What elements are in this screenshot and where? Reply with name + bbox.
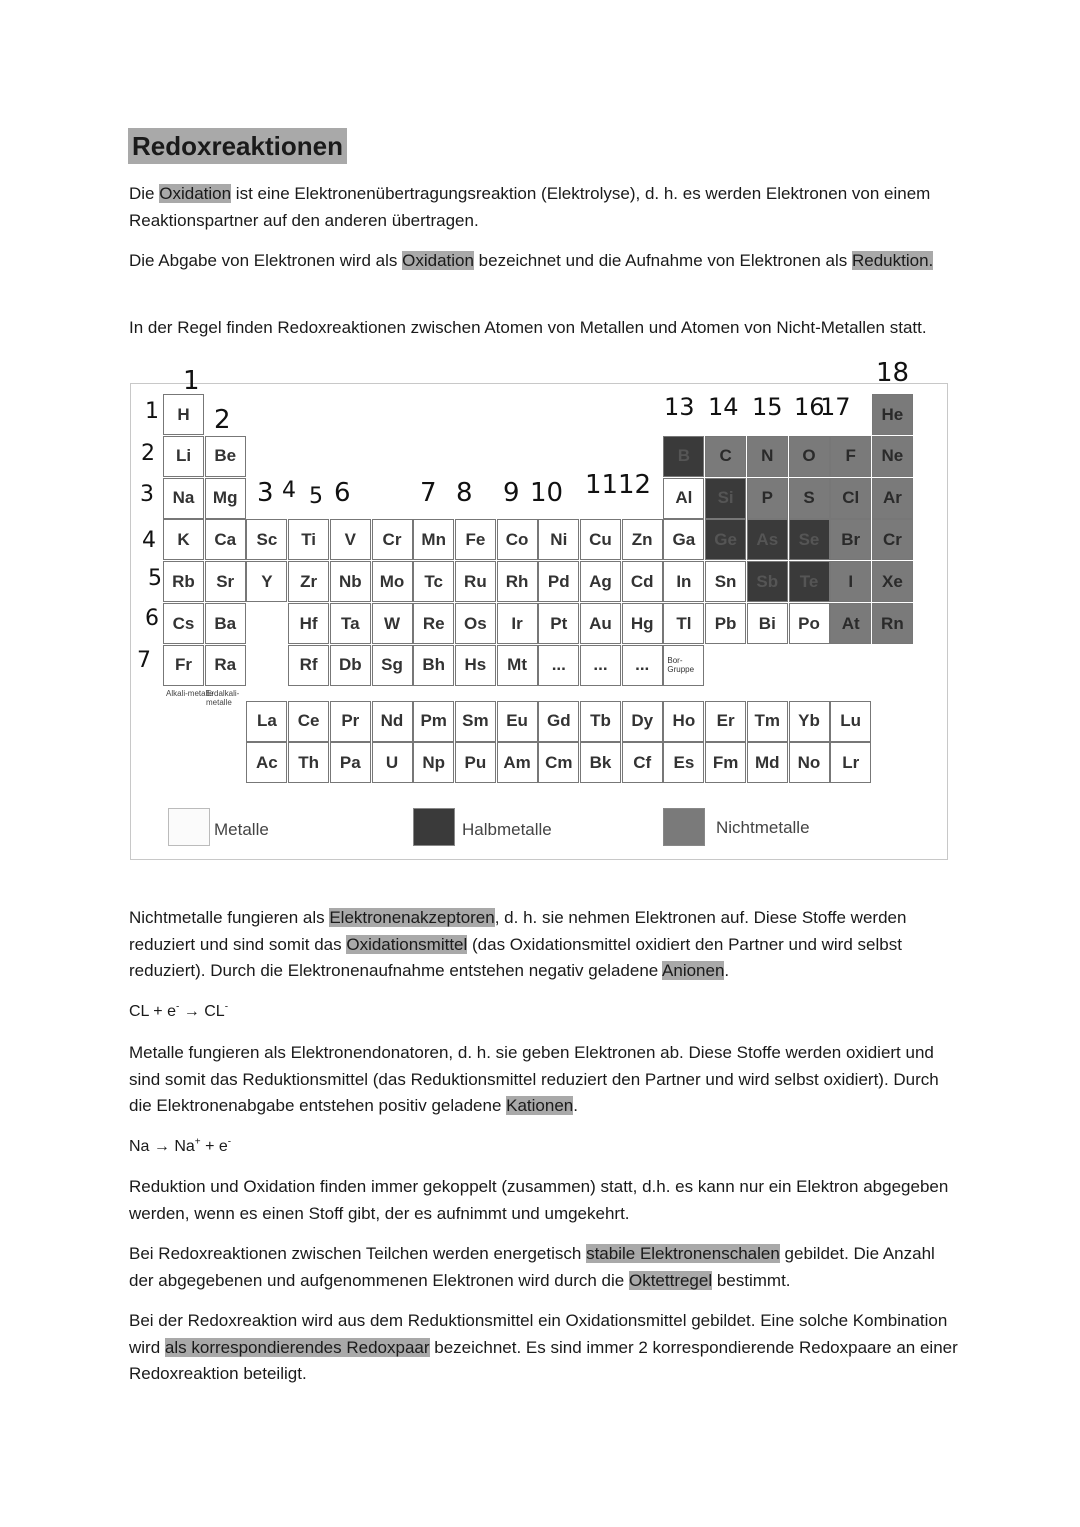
element-cell: Fr [163, 645, 204, 686]
paragraph-oxidation-definition [129, 181, 959, 234]
element-cell: Pu [455, 742, 496, 783]
element-cell: Li [163, 436, 204, 477]
element-cell: Cr [872, 519, 913, 560]
page-title: Redoxreaktionen [128, 128, 347, 164]
element-cell: K [163, 519, 204, 560]
element-cell: Xe [872, 561, 913, 602]
element-cell: Mn [413, 519, 454, 560]
element-cell: F [830, 436, 871, 477]
equation-chlorine [129, 999, 959, 1026]
element-cell: I [830, 561, 871, 602]
element-cell: Tb [580, 701, 621, 742]
text: ist eine Elektronenübertragungsreaktion (Elektrolyse), d. h. es werden Elektronen von einem Reaktionspartner auf den anderen übertragen. [129, 184, 931, 230]
paragraph-elektronenschalen [129, 1241, 959, 1294]
element-cell: Hs [455, 645, 496, 686]
element-cell: Sn [705, 561, 746, 602]
element-cell: Au [580, 603, 621, 644]
text: Nichtmetalle fungieren als [129, 908, 330, 927]
element-cell: Pa [330, 742, 371, 783]
handwritten-period-number: 4 [142, 528, 156, 553]
element-cell: Pr [330, 701, 371, 742]
element-cell: Mo [372, 561, 413, 602]
element-cell: ... [538, 645, 579, 686]
element-cell: Re [413, 603, 454, 644]
element-cell: H [163, 394, 204, 435]
element-cell: Fm [705, 742, 746, 783]
element-cell: Po [789, 603, 830, 644]
element-cell: B [663, 436, 704, 477]
text: , d. h. sie nehmen Elektronen auf. Diese Stoffe werden reduziert und sind somit das [129, 908, 907, 954]
element-cell: Db [330, 645, 371, 686]
element-cell: Er [705, 701, 746, 742]
handwritten-group-number: 2 [214, 405, 231, 435]
element-cell: Cm [538, 742, 579, 783]
highlight-oktettregel: Oktettregel [628, 1270, 713, 1290]
element-cell: Al [663, 478, 704, 519]
handwritten-group-number: 18 [876, 358, 910, 388]
superscript: - [224, 1001, 229, 1013]
element-cell: Rn [872, 603, 913, 644]
handwritten-group-number: 1 [183, 366, 200, 396]
legend-swatch-metals [168, 808, 210, 846]
element-cell: Nd [372, 701, 413, 742]
element-cell: P [747, 478, 788, 519]
handwritten-period-number: 7 [137, 648, 151, 673]
element-cell: Cu [580, 519, 621, 560]
superscript: - [227, 1136, 232, 1148]
element-cell: Ti [288, 519, 329, 560]
element-cell: Ga [663, 519, 704, 560]
element-cell: Na [163, 478, 204, 519]
alkali-label: Alkali-metalle [166, 689, 214, 698]
element-cell: Zn [622, 519, 663, 560]
superscript: - [176, 1001, 180, 1013]
element-cell: Cf [622, 742, 663, 783]
element-cell: N [747, 436, 788, 477]
handwritten-group-number: 14 [708, 393, 739, 421]
element-cell: Cs [163, 603, 204, 644]
text: . [573, 1096, 578, 1115]
element-cell: Tl [663, 603, 704, 644]
highlight-oxidationsmittel: Oxidationsmittel [346, 934, 468, 954]
element-cell: Ra [205, 645, 246, 686]
element-cell: Ge [705, 519, 746, 560]
highlight-kationen: Kationen [506, 1096, 574, 1115]
element-cell: Br [830, 519, 871, 560]
element-cell: Y [246, 561, 287, 602]
element-cell: La [246, 701, 287, 742]
element-cell: At [830, 603, 871, 644]
highlight-anionen: Anionen [662, 961, 725, 980]
text: bezeichnet und die Aufnahme von Elektronen als [473, 251, 852, 270]
element-cell: Rh [497, 561, 538, 602]
paragraph-redoxpaar [129, 1308, 959, 1388]
text: Metalle fungieren als Elektronendonatoren, d. h. sie geben Elektronen ab. Diese Stoffe werden oxidiert und sind somit das Reduktionsmittel (das Reduktionsmittel reduziert den Partner und wird selbst oxidiert). Durch die Elektronenabgabe entstehen positiv geladene [129, 1043, 939, 1115]
element-cell: Pb [705, 603, 746, 644]
legend-swatch-semimetals [413, 808, 455, 846]
text: (das Oxidationsmittel oxidiert den Partner und wird selbst reduziert). Durch die Elektronenaufnahme entstehen negativ geladene [129, 934, 902, 980]
element-cell: Dy [622, 701, 663, 742]
text: CL + e [129, 1003, 176, 1020]
text: gebildet. Die Anzahl der abgegebenen und aufgenommenen Elektronen wird durch die [129, 1244, 935, 1290]
element-cell: Ru [455, 561, 496, 602]
element-cell: Os [455, 603, 496, 644]
element-cell: Pt [538, 603, 579, 644]
element-cell: C [705, 436, 746, 477]
element-cell: Ba [205, 603, 246, 644]
element-cell: Pm [413, 701, 454, 742]
highlight-oxidation: Oxidation [159, 184, 232, 203]
element-cell: Cd [622, 561, 663, 602]
element-cell: He [872, 394, 913, 435]
element-cell: ... [622, 645, 663, 686]
element-cell: Ta [330, 603, 371, 644]
element-cell: As [747, 519, 788, 560]
highlight-reduktion: Reduktion. [851, 251, 934, 270]
highlight-korrespondierendes-redoxpaar: als korrespondierendes Redoxpaar [164, 1337, 430, 1357]
element-cell: Gd [538, 701, 579, 742]
element-cell: Cl [830, 478, 871, 519]
element-cell: Np [413, 742, 454, 783]
element-cell: Lr [830, 742, 871, 783]
bor-group-cell: Bor-Gruppe [663, 645, 704, 686]
element-cell: Mt [497, 645, 538, 686]
text: → CL [179, 1003, 225, 1020]
element-cell: Ca [205, 519, 246, 560]
element-cell: Ho [663, 701, 704, 742]
handwritten-group-number: 11 [585, 470, 619, 500]
element-cell: Bh [413, 645, 454, 686]
handwritten-period-number: 3 [140, 482, 154, 507]
text: Bei der Redoxreaktion wird aus dem Reduktionsmittel ein Oxidationsmittel gebildet. Eine solche Kombination wird [129, 1311, 948, 1357]
element-cell: Co [497, 519, 538, 560]
paragraph-metalle [129, 1040, 959, 1120]
handwritten-group-number: 16 [794, 393, 825, 421]
text: Bei Redoxreaktionen zwischen Teilchen werden energetisch [129, 1244, 587, 1263]
element-cell: Ni [538, 519, 579, 560]
element-cell: Ne [872, 436, 913, 477]
element-cell: Ce [288, 701, 329, 742]
handwritten-group-number: 9 [503, 478, 520, 508]
periodic-table [130, 383, 948, 860]
element-cell: Ag [580, 561, 621, 602]
element-cell: Ac [246, 742, 287, 783]
superscript: + [194, 1136, 201, 1148]
highlight-stabile-elektronenschalen: stabile Elektronenschalen [586, 1244, 780, 1263]
element-cell: Es [663, 742, 704, 783]
legend-metals-label: Metalle [214, 820, 269, 839]
handwritten-group-number: 8 [456, 478, 473, 508]
element-cell: O [789, 436, 830, 477]
handwritten-group-number: 12 [618, 470, 652, 500]
element-cell: Th [288, 742, 329, 783]
element-cell: U [372, 742, 413, 783]
text: Die [129, 184, 160, 203]
element-cell: Yb [789, 701, 830, 742]
handwritten-group-number: 17 [820, 393, 851, 421]
paragraph-gekoppelt: Reduktion und Oxidation finden immer gekoppelt (zusammen) statt, d.h. es kann nur ein Elektron abgegeben werden, wenn es einen Stoff gibt, der es aufnimmt und umgekehrt. [129, 1177, 949, 1223]
element-cell: Sr [205, 561, 246, 602]
paragraph-abgabe-aufnahme [129, 248, 959, 275]
element-cell: Bi [747, 603, 788, 644]
element-cell: Ir [497, 603, 538, 644]
element-cell: Rf [288, 645, 329, 686]
element-cell: Ar [872, 478, 913, 519]
element-cell: Hf [288, 603, 329, 644]
handwritten-group-number: 10 [530, 478, 564, 508]
text: Na → Na [129, 1138, 195, 1155]
element-cell: No [789, 742, 830, 783]
element-cell: Te [789, 561, 830, 602]
text: Die Abgabe von Elektronen wird als [129, 251, 403, 270]
element-cell: Cr [372, 519, 413, 560]
text: . [724, 961, 730, 980]
element-cell: Eu [497, 701, 538, 742]
element-cell: Lu [830, 701, 871, 742]
earth-alkali-label: Erdalkali-metalle [206, 689, 240, 707]
handwritten-group-number: 13 [664, 393, 695, 421]
element-cell: V [330, 519, 371, 560]
element-cell: In [663, 561, 704, 602]
text: + e [200, 1138, 228, 1155]
text: bestimmt. [712, 1270, 791, 1290]
handwritten-period-number: 1 [145, 399, 159, 424]
element-cell: Sm [455, 701, 496, 742]
element-cell: Hg [622, 603, 663, 644]
element-cell: Mg [205, 478, 246, 519]
legend-semimetals-label: Halbmetalle [462, 820, 552, 839]
element-cell: ... [580, 645, 621, 686]
element-cell: Tc [413, 561, 454, 602]
element-cell: Fe [455, 519, 496, 560]
handwritten-group-number: 15 [752, 393, 783, 421]
handwritten-period-number: 5 [148, 566, 162, 591]
element-cell: Am [497, 742, 538, 783]
element-cell: S [789, 478, 830, 519]
handwritten-group-number: 4 [282, 478, 296, 503]
element-cell: Sg [372, 645, 413, 686]
element-cell: W [372, 603, 413, 644]
element-cell: Si [705, 478, 746, 519]
highlight-oxidation: Oxidation [402, 251, 474, 270]
handwritten-period-number: 6 [145, 606, 159, 631]
handwritten-group-number: 6 [334, 478, 351, 508]
element-cell: Sc [246, 519, 287, 560]
handwritten-group-number: 3 [257, 478, 274, 508]
legend-nonmetals-label: Nichtmetalle [716, 818, 810, 837]
handwritten-group-number: 5 [309, 484, 323, 509]
element-cell: Tm [747, 701, 788, 742]
equation-sodium [129, 1134, 959, 1161]
element-cell: Bk [580, 742, 621, 783]
text: bezeichnet. Es sind immer 2 korrespondierende Redoxpaare an einer Redoxreaktion beteiligt. [129, 1337, 958, 1383]
element-cell: Md [747, 742, 788, 783]
handwritten-period-number: 2 [141, 441, 155, 466]
element-cell: Se [789, 519, 830, 560]
handwritten-group-number: 7 [420, 478, 437, 508]
element-cell: Nb [330, 561, 371, 602]
legend-swatch-nonmetals [663, 808, 705, 846]
paragraph-regel: In der Regel finden Redoxreaktionen zwischen Atomen von Metallen und Atomen von Nicht-Metallen statt. [129, 318, 927, 337]
element-cell: Pd [538, 561, 579, 602]
element-cell: Rb [163, 561, 204, 602]
highlight-elektronenakzeptoren: Elektronenakzeptoren [329, 908, 495, 927]
element-cell: Zr [288, 561, 329, 602]
element-cell: Be [205, 436, 246, 477]
paragraph-nichtmetalle [129, 905, 959, 985]
element-cell: Sb [747, 561, 788, 602]
